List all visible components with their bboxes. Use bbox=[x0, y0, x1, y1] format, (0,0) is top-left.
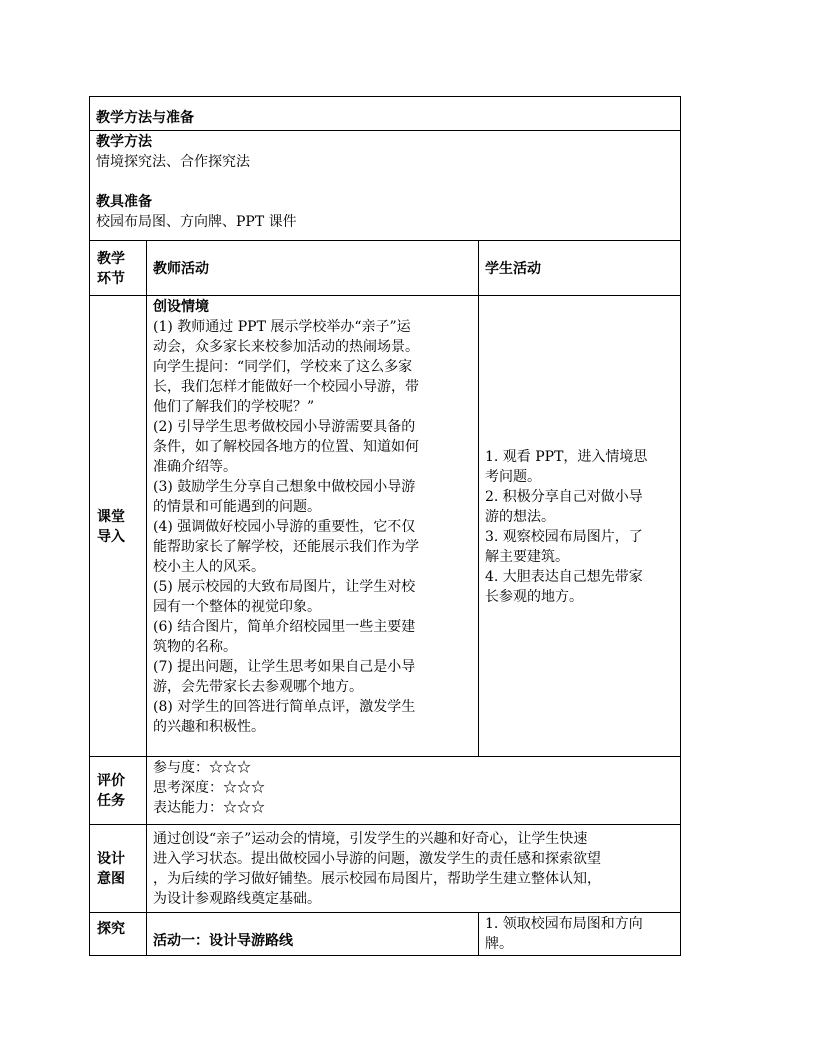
table-header-row bbox=[90, 241, 681, 296]
teacher-activity-line: 能帮助家长了解学校，还能展示我们作为学 bbox=[153, 539, 419, 555]
teacher-activity-line: 校小主人的风采。 bbox=[153, 559, 265, 575]
teacher-activity-line: 的兴趣和积极性。 bbox=[153, 719, 265, 735]
intro-row bbox=[90, 296, 681, 757]
header-stage-line2: 环节 bbox=[97, 270, 125, 287]
teacher-activity-line: 筑物的名称。 bbox=[153, 639, 237, 655]
methods-text: 情境探究法、合作探究法 bbox=[96, 154, 250, 170]
tools-heading: 教具准备 bbox=[96, 194, 152, 210]
design-row bbox=[90, 825, 681, 913]
design-intent-line: ，为后续的学习做好铺垫。展示校园布局图片，帮助学生建立整体认知， bbox=[153, 871, 601, 887]
section-title-row bbox=[90, 97, 681, 131]
explore-row bbox=[90, 913, 681, 956]
methods-heading: 教学方法 bbox=[96, 134, 152, 150]
teacher-activity-line: (6) 结合图片，简单介绍校园里一些主要建 bbox=[153, 619, 416, 635]
design-stage bbox=[90, 825, 147, 913]
teacher-activity-line: 的情景和可能遇到的问题。 bbox=[153, 499, 321, 515]
teacher-activity-line: 条件，如了解校园各地方的位置、知道如何 bbox=[153, 439, 419, 455]
teacher-activity-line: (3) 鼓励学生分享自己想象中做校园小导游 bbox=[153, 479, 416, 495]
teacher-activity-line: 准确介绍等。 bbox=[153, 459, 237, 475]
student-activity-line: 解主要建筑。 bbox=[485, 548, 569, 565]
teacher-activity-line: 向学生提问：“同学们，学校来了这么多家 bbox=[153, 359, 413, 375]
header-stage bbox=[90, 241, 147, 296]
methods-row bbox=[90, 131, 681, 241]
explore-student-line: 1. 领取校园布局图和方向 bbox=[485, 916, 643, 932]
student-activity-line: 3. 观察校园布局图片，了 bbox=[485, 528, 643, 545]
header-teacher: 教师活动 bbox=[147, 241, 479, 296]
intro-stage-line1: 课堂 bbox=[97, 508, 125, 525]
evaluation-criterion: 表达能力：☆☆☆ bbox=[153, 800, 265, 816]
lesson-plan-table bbox=[89, 96, 681, 956]
student-activity-line: 游的想法。 bbox=[485, 508, 555, 525]
tools-text: 校园布局图、方向牌、PPT 课件 bbox=[96, 214, 297, 230]
teacher-activity-line: (5) 展示校园的大致布局图片，让学生对校 bbox=[153, 579, 416, 595]
design-intent-line: 进入学习状态。提出做校园小导游的问题，激发学生的责任感和探索欲望 bbox=[153, 851, 601, 867]
teacher-activity-line: 他们了解我们的学校呢？” bbox=[153, 399, 315, 415]
teacher-activity-line: 长，我们怎样才能做好一个校园小导游，带 bbox=[153, 379, 419, 395]
design-stage-line2: 意图 bbox=[97, 871, 125, 887]
teacher-activity-line: 园有一个整体的视觉印象。 bbox=[153, 599, 321, 615]
intro-student-activities bbox=[479, 296, 681, 757]
evaluation-criterion: 思考深度：☆☆☆ bbox=[153, 780, 265, 796]
design-stage-line1: 设计 bbox=[97, 851, 125, 867]
teacher-activity-line: (4) 强调做好校园小导游的重要性，它不仅 bbox=[153, 519, 416, 535]
explore-student-line: 牌。 bbox=[485, 936, 513, 952]
teacher-activity-line: (2) 引导学生思考做校园小导游需要具备的 bbox=[153, 419, 416, 435]
student-activity-line: 4. 大胆表达自己想先带家 bbox=[485, 568, 643, 585]
evaluation-stage bbox=[90, 757, 147, 825]
teacher-activity-line: (7) 提出问题，让学生思考如果自己是小导 bbox=[153, 659, 416, 675]
explore-student-activities bbox=[479, 913, 681, 956]
evaluation-stage-line1: 评价 bbox=[97, 773, 125, 789]
header-stage-line1: 教学 bbox=[97, 250, 125, 267]
intro-stage-line2: 导入 bbox=[97, 528, 125, 545]
intro-stage bbox=[90, 296, 147, 757]
section-title: 教学方法与准备 bbox=[90, 97, 681, 131]
explore-teacher-activity: 活动一：设计导游路线 bbox=[147, 913, 479, 956]
teacher-activity-line: 创设情境 bbox=[153, 299, 209, 315]
student-activity-line: 1. 观看 PPT，进入情境思 bbox=[485, 448, 648, 465]
evaluation-criteria bbox=[147, 757, 681, 825]
header-student: 学生活动 bbox=[479, 241, 681, 296]
methods-cell bbox=[90, 131, 681, 241]
teacher-activity-line: (1) 教师通过 PPT 展示学校举办“亲子”运 bbox=[153, 319, 411, 335]
evaluation-row bbox=[90, 757, 681, 825]
design-intent-text bbox=[147, 825, 681, 913]
evaluation-stage-line2: 任务 bbox=[97, 793, 125, 809]
teacher-activity-line: (8) 对学生的回答进行简单点评，激发学生 bbox=[153, 699, 416, 715]
evaluation-criterion: 参与度：☆☆☆ bbox=[153, 760, 251, 776]
design-intent-line: 为设计参观路线奠定基础。 bbox=[153, 891, 321, 907]
explore-stage: 探究 bbox=[90, 913, 147, 956]
student-activity-line: 考问题。 bbox=[485, 468, 541, 485]
intro-teacher-activities bbox=[147, 296, 479, 757]
teacher-activity-line: 动会，众多家长来校参加活动的热闹场景。 bbox=[153, 339, 419, 355]
design-intent-line: 通过创设“亲子”运动会的情境，引发学生的兴趣和好奇心，让学生快速 bbox=[153, 831, 588, 847]
student-activity-line: 长参观的地方。 bbox=[485, 588, 583, 605]
student-activity-line: 2. 积极分享自己对做小导 bbox=[485, 488, 643, 505]
teacher-activity-line: 游，会先带家长去参观哪个地方。 bbox=[153, 679, 363, 695]
